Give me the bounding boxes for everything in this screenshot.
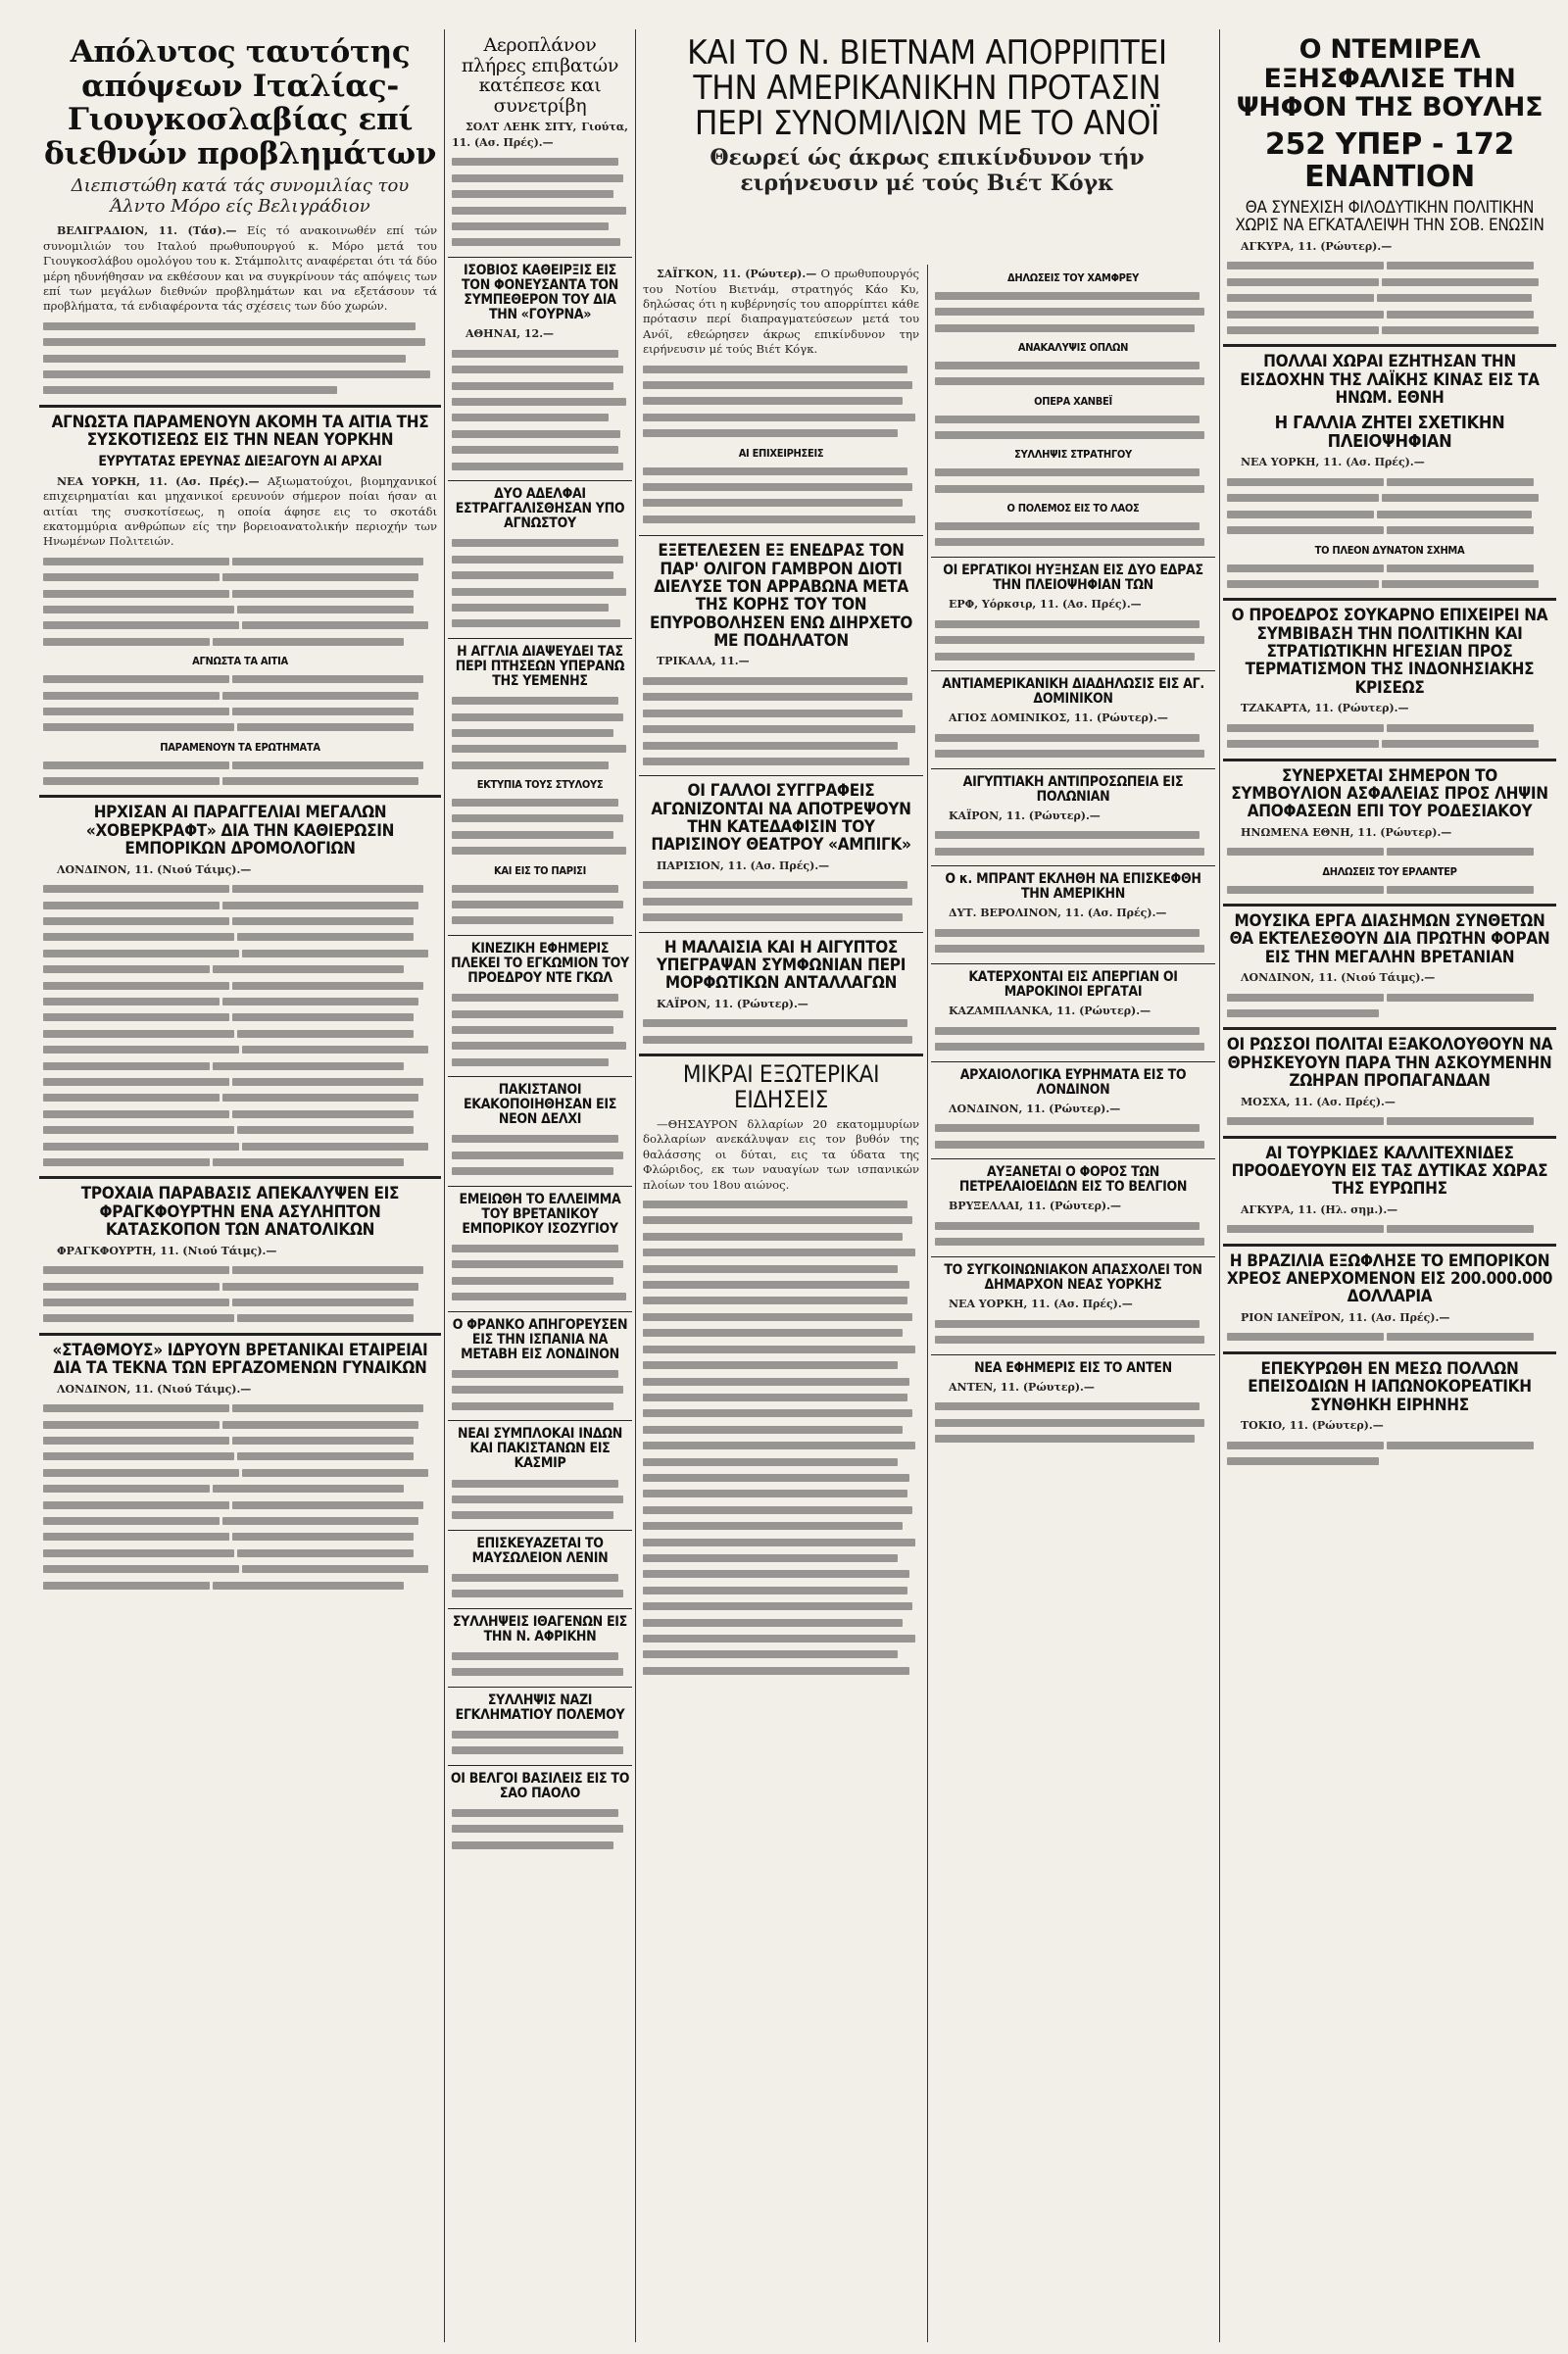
article-text-placeholder [935, 827, 1211, 859]
headline: ΣΥΛΛΗΨΙΣ ΝΑΖΙ ΕΓΚΛΗΜΑΤΙΟΥ ΠΟΛΕΜΟΥ [455, 1692, 625, 1723]
article-body: ΜΟΣΧΑ, 11. (Ασ. Πρές).— [1241, 1095, 1396, 1108]
article-text-placeholder [935, 1023, 1211, 1055]
headline: Ο ΠΡΟΕΔΡΟΣ ΣΟΥΚΑΡΝΟ ΕΠΙΧΕΙΡΕΙ ΝΑ ΣΥΜΒΙΒΑΣΗ ΤΗΝ ΠΟΛΙΤΙΚΗΝ ΚΑΙ ΣΤΡΑΤΙΩΤΙΚΗΝ ΗΓΕΣΙΑΝ ΠΡΟΣ ΤΕΡΜΑΤΙΣΜΟΝ ΤΗΣ ΙΝΔΟΝΗΣΙΑΚΗΣ ΚΡΙΣΕΩΣ [1231, 606, 1548, 698]
article-body: ΑΓΙΟΣ ΔΟΜΙΝΙΚΟΣ, 11. (Ρώυτερ).— [949, 711, 1168, 725]
article-body: ΝΕΑ ΥΟΡΚΗ, 11. (Ασ. Πρές).— Αξιωματούχοι, βιομηχανικοί επιχειρηματίαι και μηχανικοί ερευνούν σήμερον ποίαι ήσαν αι αιτίαι της συσκοτίσεως, η οποία άφησε εις το σκοτάδι εκατομμύρια ανθρώπων είς την βορειοανατολικήν περιοχήν των Ηνωμένων Πολιτειών. [43, 473, 437, 549]
headline: ΑΝΤΙΑΜΕΡΙΚΑΝΙΚΗ ΔΙΑΔΗΛΩΣΙΣ ΕΙΣ ΑΓ. ΔΟΜΙΝΙΚΟΝ [942, 675, 1204, 708]
column-2 [448, 29, 632, 2342]
article-text-placeholder [643, 877, 919, 925]
article-text-placeholder [643, 362, 919, 442]
headline: ΝΕΑ ΕΦΗΜΕΡΙΣ ΕΙΣ ΤΟ ΑΝΤΕΝ [974, 1359, 1172, 1376]
headline: ΜΟΥΣΙΚΑ ΕΡΓΑ ΔΙΑΣΗΜΩΝ ΣΥΝΘΕΤΩΝ ΘΑ ΕΚΤΕΛΕΣΘΟΥΝ ΔΙΑ ΠΡΩΤΗΝ ΦΟΡΑΝ ΕΙΣ ΤΗΝ ΜΕΓΑΛΗΝ ΒΡΕΤΑΝΙΑΝ [1229, 910, 1550, 967]
column-4 [931, 267, 1215, 2342]
headline: ΠΟΛΛΑΙ ΧΩΡΑΙ ΕΖΗΤΗΣΑΝ ΤΗΝ ΕΙΣΔΟΧΗΝ ΤΗΣ ΛΑΪΚΗΣ ΚΙΝΑΣ ΕΙΣ ΤΑ ΗΝΩΜ. ΕΘΝΗ [1240, 352, 1540, 409]
column-5 [1223, 29, 1556, 2342]
article-text-placeholder [452, 693, 628, 773]
article-body: ΚΑΖΑΜΠΛΑΝΚΑ, 11. (Ρώυτερ).— [949, 1005, 1152, 1018]
article-text-placeholder [452, 1727, 628, 1759]
article-body: ΛΟΝΔΙΝΟΝ, 11. (Ρώυτερ).— [949, 1102, 1121, 1115]
article-text-placeholder [452, 1570, 628, 1602]
article-text-placeholder [452, 154, 628, 250]
column-rule [444, 29, 445, 2342]
article-body: ΝΕΑ ΥΟΡΚΗ, 11. (Ασ. Πρές).— [949, 1298, 1133, 1311]
article-text-placeholder [43, 554, 437, 650]
article-text-placeholder [43, 1262, 437, 1327]
article-text-placeholder [1227, 1221, 1552, 1237]
headline: Η ΑΓΓΛΙΑ ΔΙΑΨΕΥΔΕΙ ΤΑΣ ΠΕΡΙ ΠΤΗΣΕΩΝ ΥΠΕΡΑΝΩ ΤΗΣ ΥΕΜΕΝΗΣ [455, 643, 625, 690]
headline: ΣΥΛΛΗΨΕΙΣ ΙΘΑΓΕΝΩΝ ΕΙΣ ΤΗΝ Ν. ΑΦΡΙΚΗΝ [453, 1613, 627, 1644]
article-text-placeholder [935, 1398, 1211, 1447]
headline: ΟΙ ΡΩΣΣΟΙ ΠΟΛΙΤΑΙ ΕΞΑΚΟΛΟΥΘΟΥΝ ΝΑ ΘΡΗΣΚΕΥΟΥΝ ΠΑΡΑ ΤΗΝ ΑΣΚΟΥΜΕΝΗΝ ΖΩΗΡΑΝ ΠΡΟΠΑΓΑΝΔΑΝ [1226, 1035, 1553, 1092]
article-text-placeholder [452, 1241, 628, 1305]
section-subhead: ΑΓΝΩΣΤΑ ΤΑ ΑΙΤΙΑ [192, 655, 288, 668]
column-3 [639, 267, 923, 2342]
article-text-placeholder [643, 464, 919, 528]
headline: ΟΙ ΓΑΛΛΟΙ ΣΥΓΓΡΑΦΕΙΣ ΑΓΩΝΙΖΟΝΤΑΙ ΝΑ ΑΠΟΤΡΕΨΟΥΝ ΤΗΝ ΚΑΤΕΔΑΦΙΣΙΝ ΤΟΥ ΠΑΡΙΣΙΝΟΥ ΘΕΑΤΡΟΥ «ΑΜΠΙΓΚ» [651, 781, 911, 856]
article-text-placeholder [452, 1648, 628, 1681]
article-body: ΡΙΟΝ ΙΑΝΕΪΡΟΝ, 11. (Ασ. Πρές).— [1241, 1310, 1450, 1324]
headline: ΚΑΙ ΤΟ Ν. ΒΙΕΤΝΑΜ ΑΠΟΡΡΙΠΤΕΙ ΤΗΝ ΑΜΕΡΙΚΑΝΙΚΗΝ ΠΡΟΤΑΣΙΝ ΠΕΡΙ ΣΥΝΟΜΙΛΙΩΝ ΜΕ ΤΟ ΑΝΟΪ [687, 33, 1167, 144]
article-text-placeholder [452, 535, 628, 631]
column-rule [1219, 29, 1220, 2342]
lead-story-vietnam [639, 29, 1215, 265]
headline: Η ΜΑΛΑΙΣΙΑ ΚΑΙ Η ΑΙΓΥΠΤΟΣ ΥΠΕΓΡΑΨΑΝ ΣΥΜΦΩΝΙΑΝ ΠΕΡΙ ΜΟΡΦΩΤΙΚΩΝ ΑΝΤΑΛΛΑΓΩΝ [656, 937, 906, 994]
article-text-placeholder [935, 465, 1211, 497]
article-text-placeholder [43, 319, 437, 399]
headline-vote-count: 252 ΥΠΕΡ - 172 ΕΝΑΝΤΙΟΝ [1264, 127, 1515, 195]
headline: ΑΥΞΑΝΕΤΑΙ Ο ΦΟΡΟΣ ΤΩΝ ΠΕΤΡΕΛΑΙΟΕΙΔΩΝ ΕΙΣ ΤΟ ΒΕΛΓΙΟΝ [958, 1164, 1188, 1196]
subheadline: Θεωρεί ώς άκρως επικίνδυνον τήν ειρήνευσιν μέ τούς Βιέτ Κόγκ [710, 145, 1145, 197]
article-text-placeholder [935, 730, 1211, 762]
section-subhead: ΚΑΙ ΕΙΣ ΤΟ ΠΑΡΙΣΙ [494, 863, 586, 877]
article-text-placeholder [643, 1197, 919, 1679]
headline: ΑΓΝΩΣΤΑ ΠΑΡΑΜΕΝΟΥΝ ΑΚΟΜΗ ΤΑ ΑΙΤΙΑ ΤΗΣ ΣΥΣΚΟΤΙΣΕΩΣ ΕΙΣ ΤΗΝ ΝΕΑΝ ΥΟΡΚΗΝ [51, 412, 429, 451]
section-subhead: ΑΙ ΕΠΙΧΕΙΡΗΣΕΙΣ [738, 446, 824, 460]
article-body: ΑΓΚΥΡΑ, 11. (Ηλ. σημ.).— [1241, 1202, 1398, 1216]
section-subhead: ΠΑΡΑΜΕΝΟΥΝ ΤΑ ΕΡΩΤΗΜΑΤΑ [160, 740, 320, 754]
headline: ΚΑΤΕΡΧΟΝΤΑΙ ΕΙΣ ΑΠΕΡΓΙΑΝ ΟΙ ΜΑΡΟΚΙΝΟΙ ΕΡΓΑΤΑΙ [968, 968, 1178, 1000]
headline: Ο ΦΡΑΝΚΟ ΑΠΗΓΟΡΕΥΣΕΝ ΕΙΣ ΤΗΝ ΙΣΠΑΝΙΑ ΝΑ ΜΕΤΑΒΗ ΕΙΣ ΛΟΝΔΙΝΟΝ [452, 1316, 628, 1362]
article-text-placeholder [452, 990, 628, 1070]
subheadline: ΕΥΡΥΤΑΤΑΣ ΕΡΕΥΝΑΣ ΔΙΕΞΑΓΟΥΝ ΑΙ ΑΡΧΑΙ [98, 454, 382, 470]
article-text-placeholder [1227, 990, 1552, 1022]
article-text-placeholder [643, 673, 919, 769]
article-text-placeholder [935, 518, 1211, 551]
article-body: ΦΡΑΓΚΦΟΥΡΤΗ, 11. (Νιού Τάιμς).— [57, 1244, 277, 1257]
subheadline: ΘΑ ΣΥΝΕΧΙΣΗ ΦΙΛΟΔΥΤΙΚΗΝ ΠΟΛΙΤΙΚΗΝ ΧΩΡΙΣ ΝΑ ΕΓΚΑΤΑΛΕΙΨΗ ΤΗΝ ΣΟΒ. ΕΝΩΣΙΝ [1235, 198, 1544, 236]
article-body: —ΘΗΣΑΥΡΟΝ δλλαρίων 20 εκατομμυρίων δολλαρίων ανεκάλυψαν εις τον βυθόν της θαλάσσης οι δύται, εις τα ύδατα της Φλώριδος, εκ των ναυαγίων των ισπανικών πλοίων του 18ου αιώνος. [643, 1117, 919, 1192]
article-text-placeholder [43, 671, 437, 736]
headline: ΤΡΟΧΑΙΑ ΠΑΡΑΒΑΣΙΣ ΑΠΕΚΑΛΥΨΕΝ ΕΙΣ ΦΡΑΓΚΦΟΥΡΤΗΝ ΕΝΑ ΑΣΥΛΗΠΤΟΝ ΚΑΤΑΣΚΟΠΟΝ ΤΩΝ ΑΝΑΤΟΛΙΚΩΝ [80, 1184, 400, 1241]
article-body: ΛΟΝΔΙΝΟΝ, 11. (Νιού Τάιμς).— [57, 862, 252, 876]
dateline: ΒΕΛΙΓΡΑΔΙΟΝ, 11. (Τάσ).— [57, 224, 237, 238]
headline: ΔΥΟ ΑΔΕΛΦΑΙ ΕΣΤΡΑΓΓΑΛΙΣΘΗΣΑΝ ΥΠΟ ΑΓΝΩΣΤΟΥ [455, 486, 625, 532]
article-body: ΝΕΑ ΥΟΡΚΗ, 11. (Ασ. Πρές).— [1241, 456, 1425, 469]
article-body: ΒΕΛΙΓΡΑΔΙΟΝ, 11. (Τάσ).— Είς τό ανακοινωθέν επί τών συνομιλιών του Ιταλού πρωθυπουργού κ. Μόρο μετά του Γιουγκοσλάβου ομολόγου του κ. Στάμπολιτς αναφέρεται ότι τά δύο μέρη ηδυνήθησαν να εκθέσουν και να συγκρίνουν τάς απόψεις των επί των μεγάλων διεθνών προβλημάτων και να εξετάσουν τά προβλήματα, τά ενδιαφέροντα τάς σχέσεις των δύο χωρών. [43, 223, 438, 314]
article-text-placeholder [935, 288, 1211, 336]
article-text-placeholder [43, 758, 437, 790]
article-text-placeholder [452, 1366, 628, 1414]
article-text-placeholder [1227, 1113, 1552, 1129]
headline: ΣΥΝΕΡΧΕΤΑΙ ΣΗΜΕΡΟΝ ΤΟ ΣΥΜΒΟΥΛΙΟΝ ΑΣΦΑΛΕΙΑΣ ΠΡΟΣ ΛΗΨΙΝ ΑΠΟΦΑΣΕΩΝ ΕΠΙ ΤΟΥ ΡΟΔΕΣΙΑΚΟΥ [1231, 765, 1548, 822]
article-body: ΚΑΪΡΟΝ, 11. (Ρώυτερ).— [657, 997, 808, 1010]
article-body: ΚΑΪΡΟΝ, 11. (Ρώυτερ).— [949, 809, 1101, 822]
article-text-placeholder [935, 1120, 1211, 1152]
article-body: ΠΑΡΙΣΙΟΝ, 11. (Ασ. Πρές).— [657, 858, 830, 872]
headline: Αεροπλάνον πλήρες επιβατών κατέπεσε και συνετρίβη [461, 34, 619, 117]
headline: ΝΕΑΙ ΣΥΜΠΛΟΚΑΙ ΙΝΔΩΝ ΚΑΙ ΠΑΚΙΣΤΑΝΩΝ ΕΙΣ ΚΑΣΜΙΡ [457, 1426, 622, 1472]
article-body: ΔΥΤ. ΒΕΡΟΛΙΝΟΝ, 11. (Ασ. Πρές).— [949, 907, 1167, 920]
section-subhead: ΤΟ ΠΛΕΟΝ ΔΥΝΑΤΟΝ ΣΧΗΜΑ [1314, 543, 1465, 557]
article-text-placeholder [643, 1015, 919, 1048]
article-body: ΛΟΝΔΙΝΟΝ, 11. (Νιού Τάιμς).— [1241, 971, 1436, 985]
section-subhead: ΕΚΤΥΠΙΑ ΤΟΥΣ ΣΤΥΛΟΥΣ [476, 778, 604, 792]
headline: ΚΙΝΕΖΙΚΗ ΕΦΗΜΕΡΙΣ ΠΛΕΚΕΙ ΤΟ ΕΓΚΩΜΙΟΝ ΤΟΥ ΠΡΟΕΔΡΟΥ ΝΤΕ ΓΚΩΛ [451, 940, 629, 986]
article-text-placeholder [1227, 1329, 1552, 1345]
article-body: ΗΝΩΜΕΝΑ ΕΘΝΗ, 11. (Ρώυτερ).— [1241, 825, 1452, 839]
article-text-placeholder [935, 1218, 1211, 1251]
lead-headline: Απόλυτος ταυτότης απόψεων Ιταλίας-Γιουγκοσλαβίας επί διεθνών προβλημάτων [43, 34, 437, 172]
section-subhead: ΔΗΛΩΣΕΙΣ ΤΟΥ ΧΑΜΦΡΕΥ [1007, 271, 1139, 284]
article-body: ΣΑΪΓΚΟΝ, 11. (Ρώυτερ).— Ο πρωθυπουργός του Νοτίου Βιετνάμ, στρατηγός Κάο Κυ, δηλώσας ότι η κυβέρνησίς του απορρίπτει κάθε πρότασιν περί διαπραγματεύσεων μετά του Ανόϊ, εθεώρησεν άκρως επικίνδυνον την ειρήνευσιν μέ τούς Βιέτ Κόγκ. [643, 267, 919, 357]
article-text-placeholder [43, 1400, 437, 1594]
article-body: ΑΓΚΥΡΑ, 11. (Ρώυτερ).— [1241, 239, 1393, 253]
article-text-placeholder [1227, 844, 1552, 859]
column-rule [635, 29, 636, 2342]
headline: ΠΑΚΙΣΤΑΝΟΙ ΕΚΑΚΟΠΟΙΗΘΗΣΑΝ ΕΙΣ ΝΕΟΝ ΔΕΛΧΙ [463, 1082, 617, 1128]
article-body: ΒΡΥΞΕΛΛΑΙ, 11. (Ρώυτερ).— [949, 1200, 1121, 1213]
headline: Η ΒΡΑΖΙΛΙΑ ΕΞΩΦΛΗΣΕ ΤΟ ΕΜΠΟΡΙΚΟΝ ΧΡΕΟΣ ΑΝΕΡΧΟΜΕΝΟΝ ΕΙΣ 200.000.000 ΔΟΛΛΑΡΙΑ [1226, 1251, 1553, 1307]
headline: ΟΙ ΕΡΓΑΤΙΚΟΙ ΗΥΞΗΣΑΝ ΕΙΣ ΔΥΟ ΕΔΡΑΣ ΤΗΝ ΠΛΕΙΟΨΗΦΙΑΝ ΤΩΝ [943, 562, 1203, 593]
headline: ΕΠΕΚΥΡΩΘΗ ΕΝ ΜΕΣΩ ΠΟΛΛΩΝ ΕΠΕΙΣΟΔΙΩΝ Η ΙΑΠΩΝΟΚΟΡΕΑΤΙΚΗ ΣΥΝΘΗΚΗ ΕΙΡΗΝΗΣ [1248, 1358, 1532, 1415]
article-body: ΤΟΚΙΟ, 11. (Ρώυτερ).— [1241, 1418, 1384, 1432]
article-text-placeholder [1227, 474, 1552, 539]
article-text-placeholder [935, 412, 1211, 444]
article-text-placeholder [452, 881, 628, 929]
article-text-placeholder [452, 1131, 628, 1179]
article-text-placeholder [43, 881, 437, 1170]
article-body: ΤΡΙΚΑΛΑ, 11.— [657, 655, 750, 668]
column-rule [927, 265, 928, 2342]
article-text-placeholder [452, 1805, 628, 1853]
article-text-placeholder [452, 795, 628, 859]
headline: «ΣΤΑΘΜΟΥΣ» ΙΔΡΥΟΥΝ ΒΡΕΤΑΝΙΚΑΙ ΕΤΑΙΡΕΙΑΙ ΔΙΑ ΤΑ ΤΕΚΝΑ ΤΩΝ ΕΡΓΑΖΟΜΕΝΩΝ ΓΥΝΑΙΚΩΝ [52, 1340, 428, 1379]
article-body: ΕΡΦ, Υόρκσιρ, 11. (Ασ. Πρές).— [949, 598, 1142, 612]
article-text-placeholder [1227, 258, 1552, 338]
article-body: ΤΖΑΚΑΡΤΑ, 11. (Ρώυτερ).— [1241, 702, 1409, 715]
article-text-placeholder [1227, 561, 1552, 593]
subheadline: Η ΓΑΛΛΙΑ ΖΗΤΕΙ ΣΧΕΤΙΚΗΝ ΠΛΕΙΟΨΗΦΙΑΝ [1274, 412, 1505, 452]
headline: ΑΙΓΥΠΤΙΑΚΗ ΑΝΤΙΠΡΟΣΩΠΕΙΑ ΕΙΣ ΠΟΛΩΝΙΑΝ [962, 773, 1184, 805]
article-text-placeholder [1227, 1438, 1552, 1470]
headline: ΑΡΧΑΙΟΛΟΓΙΚΑ ΕΥΡΗΜΑΤΑ ΕΙΣ ΤΟ ΛΟΝΔΙΝΟΝ [959, 1066, 1187, 1098]
article-body: ΑΘΗΝΑΙ, 12.— [466, 327, 555, 341]
headline: ΙΣΟΒΙΟΣ ΚΑΘΕΙΡΞΙΣ ΕΙΣ ΤΟΝ ΦΟΝΕΥΣΑΝΤΑ ΤΟΝ ΣΥΜΠΕΘΕΡΟΝ ΤΟΥ ΔΙΑ ΤΗΝ «ΓΟΥΡΝΑ» [462, 262, 618, 323]
article-text-placeholder [1227, 882, 1552, 898]
column-1 [39, 29, 441, 2342]
headline: ΕΜΕΙΩΘΗ ΤΟ ΕΛΛΕΙΜΜΑ ΤΟΥ ΒΡΕΤΑΝΙΚΟΥ ΕΜΠΟΡΙΚΟΥ ΙΣΟΖΥΓΙΟΥ [459, 1191, 621, 1237]
section-subhead: ΟΠΕΡΑ ΧΑΝΒΕΪ [1034, 394, 1112, 408]
article-text-placeholder [935, 358, 1211, 390]
section-subhead: ΔΗΛΩΣΕΙΣ ΤΟΥ ΕΡΛΑΝΤΕΡ [1322, 864, 1457, 878]
headline: ΟΙ ΒΕΛΓΟΙ ΒΑΣΙΛΕΙΣ ΕΙΣ ΤΟ ΣΑΟ ΠΑΟΛΟ [450, 1770, 630, 1801]
headline: ΑΙ ΤΟΥΡΚΙΔΕΣ ΚΑΛΛΙΤΕΧΝΙΔΕΣ ΠΡΟΟΔΕΥΟΥΝ ΕΙΣ ΤΑΣ ΔΥΤΙΚΑΣ ΧΩΡΑΣ ΤΗΣ ΕΥΡΩΠΗΣ [1231, 1143, 1548, 1200]
headline: Ο κ. ΜΠΡΑΝΤ ΕΚΛΗΘΗ ΝΑ ΕΠΙΣΚΕΦΘΗ ΤΗΝ ΑΜΕΡΙΚΗΝ [945, 871, 1201, 903]
article-text-placeholder [935, 616, 1211, 664]
article-text-placeholder [935, 1316, 1211, 1349]
lead-subheadline: Διεπιστώθη κατά τάς συνομιλίας του Άλντο Μόρο είς Βελιγράδιον [71, 174, 410, 218]
headline: ΗΡΧΙΣΑΝ ΑΙ ΠΑΡΑΓΓΕΛΙΑΙ ΜΕΓΑΛΩΝ «ΧΟΒΕΡΚΡΑΦΤ» ΔΙΑ ΤΗΝ ΚΑΘΙΕΡΩΣΙΝ ΕΜΠΟΡΙΚΩΝ ΔΡΟΜΟΛΟΓΙΩΝ [85, 803, 395, 859]
headline: ΜΙΚΡΑΙ ΕΞΩΤΕΡΙΚΑΙ ΕΙΔΗΣΕΙΣ [682, 1060, 880, 1114]
article-text-placeholder [1227, 720, 1552, 753]
article-text-placeholder [452, 1476, 628, 1524]
article-body: ΣΟΛΤ ΛΕΗΚ ΣΙΤΥ, Γιούτα, 11. (Ασ. Πρές).— [452, 121, 628, 149]
section-subhead: Ο ΠΟΛΕΜΟΣ ΕΙΣ ΤΟ ΛΑΟΣ [1006, 502, 1140, 515]
headline: ΕΠΙΣΚΕΥΑΖΕΤΑΙ ΤΟ ΜΑΥΣΩΛΕΙΟΝ ΛΕΝΙΝ [471, 1535, 609, 1566]
section-subhead: ΑΝΑΚΑΛΥΨΙΣ ΟΠΛΩΝ [1017, 341, 1129, 355]
article-body: ΛΟΝΔΙΝΟΝ, 11. (Νιού Τάιμς).— [57, 1382, 252, 1396]
headline: ΤΟ ΣΥΓΚΟΙΝΩΝΙΑΚΟΝ ΑΠΑΣΧΟΛΕΙ ΤΟΝ ΔΗΜΑΡΧΟΝ ΝΕΑΣ ΥΟΡΚΗΣ [944, 1261, 1202, 1293]
article-text-placeholder [452, 346, 628, 474]
article-text-placeholder [935, 925, 1211, 957]
headline: ΕΞΕΤΕΛΕΣΕΝ ΕΞ ΕΝΕΔΡΑΣ ΤΟΝ ΠΑΡ' ΟΛΙΓΟΝ ΓΑΜΒΡΟΝ ΔΙΟΤΙ ΔΙΕΛΥΣΕ ΤΟΝ ΑΡΡΑΒΩΝΑ ΜΕΤΑ ΤΗΣ ΚΟΡΗΣ ΤΟΥ ΤΟΝ ΕΠΥΡΟΒΟΛΗΣΕΝ ΕΝΩ ΔΙΗΡΧΕΤΟ ΜΕ ΠΟΔΗΛΑΤΟΝ [649, 541, 913, 651]
headline: Ο ΝΤΕΜΙΡΕΛ ΕΞΗΣΦΑΛΙΣΕ ΤΗΝ ΨΗΦΟΝ ΤΗΣ ΒΟΥΛΗΣ [1236, 34, 1544, 123]
section-subhead: ΣΥΛΛΗΨΙΣ ΣΤΡΑΤΗΓΟΥ [1014, 448, 1132, 462]
article-body: ΑΝΤΕΝ, 11. (Ρώυτερ).— [949, 1380, 1095, 1394]
